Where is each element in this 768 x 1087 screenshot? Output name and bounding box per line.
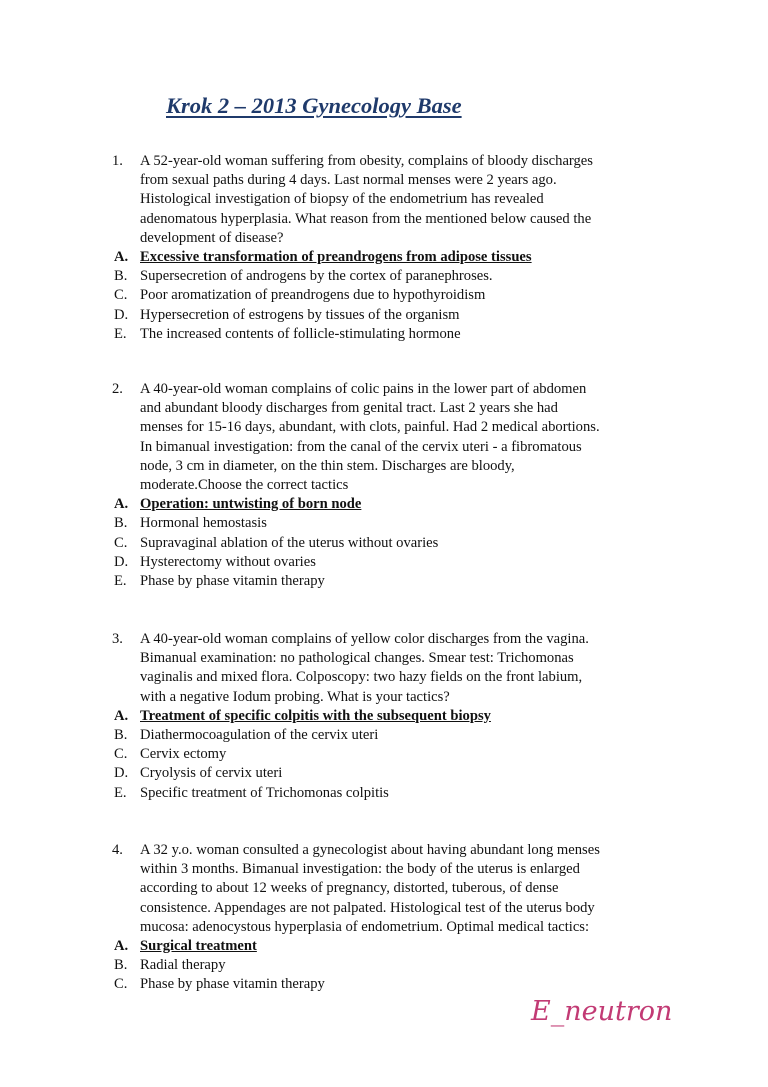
answer-option [112,306,692,325]
question-text: A 40-year-old woman complains of colic pains in the lower part of abdomen [140,381,587,397]
question-number: 3. [112,631,123,647]
question-text: In bimanual investigation: from the canal of the cervix uteri - a fibromatous [140,438,582,455]
author-watermark: E_neutron [531,996,673,1027]
option-letter: C. [114,287,128,304]
question-line [112,210,692,229]
question-text: and abundant bloody discharges from genital tract. Last 2 years she had [140,400,558,417]
option-letter: B. [114,268,128,285]
question-line [112,399,692,418]
option-text: Hormonal hemostasis [140,515,267,532]
question-text: Histological investigation of biopsy of the endometrium has revealed [140,191,544,208]
question-number: 4. [112,842,123,858]
answer-option-correct [112,248,692,267]
option-letter: E. [114,572,127,589]
option-text: Cryolysis of cervix uteri [140,765,283,782]
question-line [112,630,692,649]
option-letter: C. [114,746,128,763]
question-number: 2. [112,381,123,397]
question-line [112,688,692,707]
question-line [112,879,692,898]
question-text: Bimanual examination: no pathological changes. Smear test: Trichomonas [140,650,574,667]
answer-option [112,726,692,745]
question-line [112,860,692,879]
option-text: Supravaginal ablation of the uterus without ovaries [140,534,439,551]
answer-option [112,784,692,803]
option-text: Hysterectomy without ovaries [140,553,316,570]
option-letter: E. [114,325,127,342]
option-text: Radial therapy [140,957,226,974]
question-line [112,918,692,937]
option-text: Specific treatment of Trichomonas colpitis [140,784,389,801]
question-line [112,841,692,860]
question-line [112,668,692,687]
question-text: adenomatous hyperplasia. What reason from the mentioned below caused the [140,210,592,227]
answer-option [112,534,692,553]
answer-option [112,975,692,994]
question-text: mucosa: adenocystous hyperplasia of endometrium. Optimal medical tactics: [140,918,590,935]
option-text: Poor aromatization of preandrogens due to hypothyroidism [140,287,486,304]
option-letter: C. [114,534,128,551]
answer-option [112,325,692,344]
answer-option-correct [112,937,692,956]
question-4 [112,841,692,995]
question-line [112,438,692,457]
question-line [112,229,692,248]
option-text: Cervix ectomy [140,746,227,763]
question-line [112,457,692,476]
question-text: according to about 12 weeks of pregnancy, distorted, tuberous, of dense [140,880,559,897]
question-text: vaginalis and mixed flora. Colposcopy: two hazy fields on the front labium, [140,669,583,686]
question-line [112,190,692,209]
option-text: The increased contents of follicle-stimulating hormone [140,325,461,342]
question-text: A 32 y.o. woman consulted a gynecologist about having abundant long menses [140,842,600,858]
answer-option [112,514,692,533]
question-text: development of disease? [140,229,284,246]
question-line [112,152,692,171]
question-number: 1. [112,153,123,169]
answer-option [112,572,692,591]
option-letter: D. [114,765,129,782]
option-letter: B. [114,515,128,532]
question-text: node, 3 cm in diameter, on the thin stem. Discharges are bloody, [140,457,515,474]
answer-option [112,956,692,975]
question-line [112,380,692,399]
answer-option-correct [112,495,692,514]
option-letter: D. [114,553,129,570]
option-text: Phase by phase vitamin therapy [140,976,325,993]
option-text: Excessive transformation of preandrogens from adipose tissues [140,248,532,265]
question-text: menses for 15-16 days, abundant, with clots, painful. Had 2 medical abortions. [140,419,600,436]
question-text: moderate.Choose the correct tactics [140,476,349,493]
answer-option [112,286,692,305]
question-text: A 52-year-old woman suffering from obesity, complains of bloody discharges [140,153,593,169]
option-letter: A. [114,937,129,954]
option-text: Operation: untwisting of born node [140,496,362,513]
question-line [112,649,692,668]
option-text: Treatment of specific colpitis with the subsequent biopsy [140,707,491,724]
option-letter: D. [114,306,129,323]
question-line [112,171,692,190]
question-line [112,476,692,495]
answer-option-correct [112,707,692,726]
option-letter: B. [114,726,128,743]
question-line [112,418,692,437]
question-text: consistence. Appendages are not palpated. Histological test of the uterus body [140,899,595,916]
option-letter: A. [114,496,129,513]
question-line [112,899,692,918]
question-text: A 40-year-old woman complains of yellow color discharges from the vagina. [140,631,589,647]
option-letter: E. [114,784,127,801]
question-text: within 3 months. Bimanual investigation: the body of the uterus is enlarged [140,861,580,878]
answer-option [112,267,692,286]
answer-option [112,745,692,764]
option-text: Surgical treatment [140,937,257,954]
question-text: from sexual paths during 4 days. Last normal menses were 2 years ago. [140,172,557,189]
question-3 [112,630,692,803]
question-2 [112,380,692,591]
page-title: Krok 2 – 2013 Gynecology Base [166,93,462,118]
answer-option [112,553,692,572]
option-letter: A. [114,248,129,265]
question-text: with a negative Iodum probing. What is your tactics? [140,688,450,705]
option-text: Hypersecretion of estrogens by tissues of the organism [140,306,460,323]
option-text: Supersecretion of androgens by the cortex of paranephroses. [140,268,493,285]
answer-option [112,764,692,783]
option-text: Diathermocoagulation of the cervix uteri [140,726,379,743]
option-text: Phase by phase vitamin therapy [140,572,325,589]
option-letter: A. [114,707,129,724]
question-1 [112,152,692,344]
option-letter: C. [114,976,128,993]
option-letter: B. [114,957,128,974]
